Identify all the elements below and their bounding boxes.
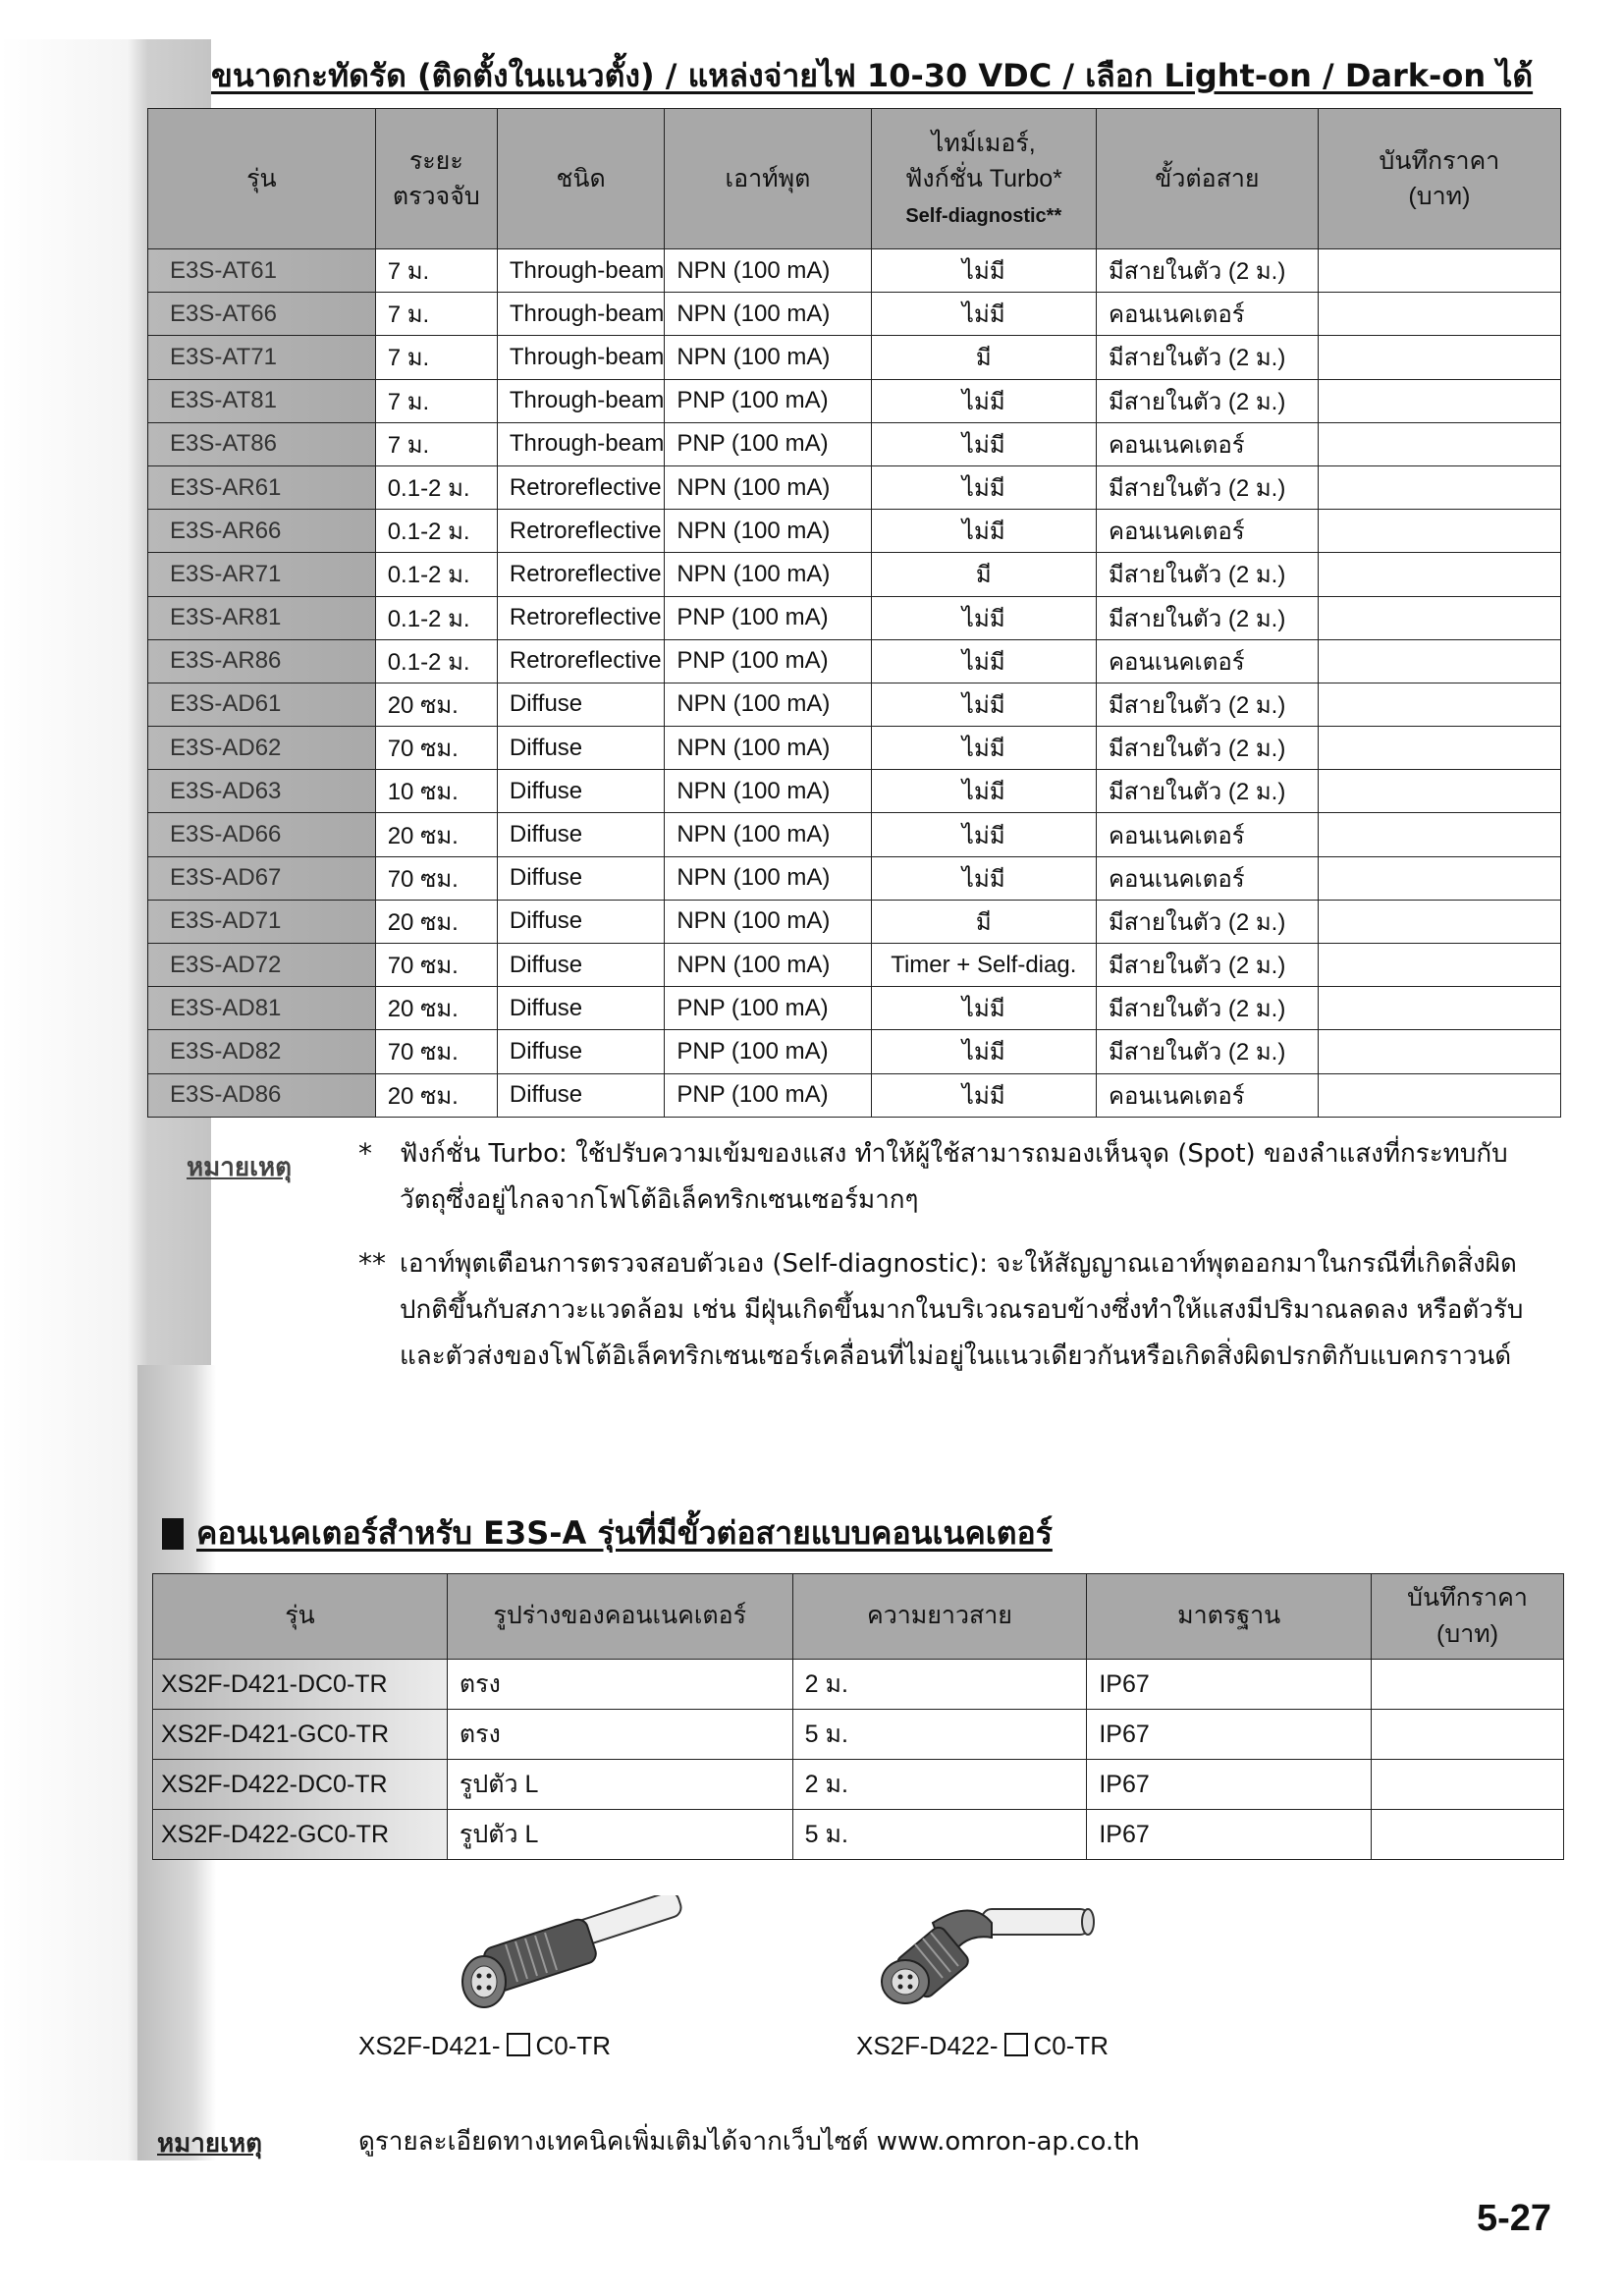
type-cell: Diffuse bbox=[497, 987, 664, 1030]
timer-cell: ไม่มี bbox=[871, 510, 1096, 553]
connection-cell: มีสายในตัว (2 ม.) bbox=[1096, 379, 1318, 422]
type-cell: Retroreflective bbox=[497, 510, 664, 553]
price-cell bbox=[1318, 1030, 1560, 1073]
price-cell bbox=[1318, 1073, 1560, 1117]
type-cell: Retroreflective bbox=[497, 596, 664, 639]
price-cell bbox=[1318, 249, 1560, 293]
table-row bbox=[153, 1810, 1564, 1860]
output-cell: PNP (100 mA) bbox=[665, 596, 871, 639]
timer-cell: Timer + Self-diag. bbox=[871, 944, 1096, 987]
col-connection: ขั้วต่อสาย bbox=[1096, 109, 1318, 249]
output-cell: NPN (100 mA) bbox=[665, 510, 871, 553]
checkbox-square-icon bbox=[1004, 2033, 1028, 2056]
table-row bbox=[148, 856, 1561, 900]
connection-cell: คอนเนคเตอร์ bbox=[1096, 813, 1318, 856]
timer-cell: ไม่มี bbox=[871, 1073, 1096, 1117]
table-row bbox=[148, 293, 1561, 336]
connection-cell: มีสายในตัว (2 ม.) bbox=[1096, 944, 1318, 987]
table-row bbox=[148, 900, 1561, 943]
table-row bbox=[148, 987, 1561, 1030]
timer-cell: ไม่มี bbox=[871, 770, 1096, 813]
type-cell: Through-beam bbox=[497, 379, 664, 422]
connection-cell: คอนเนคเตอร์ bbox=[1096, 639, 1318, 683]
price-cell bbox=[1318, 856, 1560, 900]
timer-cell: ไม่มี bbox=[871, 727, 1096, 770]
table-row bbox=[148, 379, 1561, 422]
col-range: ระยะ ตรวจจับ bbox=[375, 109, 497, 249]
table-row bbox=[148, 1073, 1561, 1117]
model-cell: E3S-AD66 bbox=[148, 813, 376, 856]
model-cell: XS2F-D422-DC0-TR bbox=[153, 1760, 448, 1810]
price-cell bbox=[1318, 683, 1560, 726]
output-cell: NPN (100 mA) bbox=[665, 856, 871, 900]
model-cell: XS2F-D422-GC0-TR bbox=[153, 1810, 448, 1860]
range-cell: 0.1-2 ม. bbox=[375, 553, 497, 596]
type-cell: Diffuse bbox=[497, 1030, 664, 1073]
table-row bbox=[148, 770, 1561, 813]
shape-cell: ตรง bbox=[447, 1660, 792, 1710]
shape-cell: รูปตัว L bbox=[447, 1810, 792, 1860]
caption-l-connector: XS2F-D422- C0-TR bbox=[856, 2031, 1110, 2060]
table-row bbox=[148, 813, 1561, 856]
output-cell: NPN (100 mA) bbox=[665, 770, 871, 813]
type-cell: Through-beam bbox=[497, 249, 664, 293]
range-cell: 70 ซม. bbox=[375, 944, 497, 987]
model-cell: E3S-AD72 bbox=[148, 944, 376, 987]
type-cell: Diffuse bbox=[497, 813, 664, 856]
connection-cell: มีสายในตัว (2 ม.) bbox=[1096, 596, 1318, 639]
range-cell: 7 ม. bbox=[375, 293, 497, 336]
table-row bbox=[148, 249, 1561, 293]
col-timer: ไทม์เมอร์, ฟังก์ชั่น Turbo* Self-diagnostic** bbox=[871, 109, 1096, 249]
type-cell: Diffuse bbox=[497, 727, 664, 770]
range-cell: 0.1-2 ม. bbox=[375, 465, 497, 509]
section-title-connectors: คอนเนคเตอร์สำหรับ E3S-A รุ่นที่มีขั้วต่อสายแบบคอนเนคเตอร์ bbox=[196, 1514, 1053, 1552]
length-cell: 2 ม. bbox=[792, 1660, 1087, 1710]
price-cell bbox=[1318, 727, 1560, 770]
footer-note-text: ดูรายละเอียดทางเทคนิคเพิ่มเติมได้จากเว็บไซต์ www.omron-ap.co.th bbox=[358, 2127, 1140, 2157]
type-cell: Diffuse bbox=[497, 944, 664, 987]
table-row bbox=[148, 1030, 1561, 1073]
output-cell: NPN (100 mA) bbox=[665, 900, 871, 943]
table-row bbox=[148, 944, 1561, 987]
price-cell bbox=[1318, 553, 1560, 596]
connector-table bbox=[152, 1573, 1564, 1860]
model-cell: E3S-AD67 bbox=[148, 856, 376, 900]
col-type: ชนิด bbox=[497, 109, 664, 249]
range-cell: 7 ม. bbox=[375, 336, 497, 379]
price-cell bbox=[1318, 900, 1560, 943]
range-cell: 20 ซม. bbox=[375, 683, 497, 726]
output-cell: PNP (100 mA) bbox=[665, 1030, 871, 1073]
timer-cell: ไม่มี bbox=[871, 856, 1096, 900]
straight-connector-image bbox=[447, 1895, 692, 2013]
connection-cell: มีสายในตัว (2 ม.) bbox=[1096, 727, 1318, 770]
timer-cell: ไม่มี bbox=[871, 293, 1096, 336]
sensor-table-header bbox=[148, 109, 1561, 249]
connection-cell: มีสายในตัว (2 ม.) bbox=[1096, 553, 1318, 596]
connection-cell: มีสายในตัว (2 ม.) bbox=[1096, 770, 1318, 813]
output-cell: NPN (100 mA) bbox=[665, 944, 871, 987]
timer-cell: ไม่มี bbox=[871, 379, 1096, 422]
table-row bbox=[148, 596, 1561, 639]
standard-cell: IP67 bbox=[1087, 1660, 1372, 1710]
table-row bbox=[148, 510, 1561, 553]
price-cell bbox=[1318, 465, 1560, 509]
table-row bbox=[153, 1660, 1564, 1710]
output-cell: PNP (100 mA) bbox=[665, 987, 871, 1030]
note-self-diagnostic: เอาท์พุตเตือนการตรวจสอบตัวเอง (Self-diagnostic): จะให้สัญญาณเอาท์พุตออกมาในกรณีที่เกิดสิ่งผิดปกติขึ้นกับสภาวะแวดล้อม เช่น มีฝุ่นเกิดขึ้นมากในบริเวณรอบข้างซึ่งทำให้แสงมีปริมาณลดลง หรือตัวรับและตัวส่งของโฟโต้อิเล็คทริกเซนเซอร์เคลื่อนที่ไม่อยู่ในแนวเดียวกันหรือเกิดสิ่งผิดปรกติกับแบคกราวนด์ bbox=[400, 1249, 1524, 1371]
table-row bbox=[153, 1710, 1564, 1760]
connection-cell: คอนเนคเตอร์ bbox=[1096, 856, 1318, 900]
timer-cell: มี bbox=[871, 553, 1096, 596]
table-row bbox=[148, 683, 1561, 726]
table-row bbox=[148, 639, 1561, 683]
output-cell: PNP (100 mA) bbox=[665, 379, 871, 422]
l-shaped-connector-image bbox=[864, 1884, 1100, 2011]
model-cell: E3S-AT86 bbox=[148, 422, 376, 465]
timer-cell: ไม่มี bbox=[871, 465, 1096, 509]
model-cell: E3S-AD62 bbox=[148, 727, 376, 770]
price-cell bbox=[1318, 379, 1560, 422]
type-cell: Diffuse bbox=[497, 856, 664, 900]
standard-cell: IP67 bbox=[1087, 1810, 1372, 1860]
range-cell: 70 ซม. bbox=[375, 1030, 497, 1073]
type-cell: Retroreflective bbox=[497, 553, 664, 596]
type-cell: Through-beam bbox=[497, 422, 664, 465]
timer-cell: ไม่มี bbox=[871, 683, 1096, 726]
output-cell: NPN (100 mA) bbox=[665, 336, 871, 379]
connection-cell: มีสายในตัว (2 ม.) bbox=[1096, 683, 1318, 726]
type-cell: Diffuse bbox=[497, 1073, 664, 1117]
price-cell bbox=[1372, 1710, 1564, 1760]
table-row bbox=[148, 727, 1561, 770]
range-cell: 70 ซม. bbox=[375, 727, 497, 770]
section-title-compact: ขนาดกะทัดรัด (ติดตั้งในแนวตั้ง) / แหล่งจ่ายไฟ 10-30 VDC / เลือก Light-on / Dark-on ได้ bbox=[211, 57, 1534, 94]
output-cell: NPN (100 mA) bbox=[665, 465, 871, 509]
range-cell: 7 ม. bbox=[375, 422, 497, 465]
model-cell: E3S-AR66 bbox=[148, 510, 376, 553]
timer-cell: ไม่มี bbox=[871, 1030, 1096, 1073]
table-row bbox=[153, 1760, 1564, 1810]
price-cell bbox=[1318, 944, 1560, 987]
timer-cell: มี bbox=[871, 900, 1096, 943]
model-cell: E3S-AT71 bbox=[148, 336, 376, 379]
sensor-table bbox=[147, 108, 1561, 1118]
col-model: รุ่น bbox=[148, 109, 376, 249]
section-bullet bbox=[162, 1518, 184, 1550]
output-cell: NPN (100 mA) bbox=[665, 553, 871, 596]
type-cell: Through-beam bbox=[497, 336, 664, 379]
type-cell: Diffuse bbox=[497, 770, 664, 813]
col-price: บันทึกราคา (บาท) bbox=[1372, 1574, 1564, 1660]
timer-cell: ไม่มี bbox=[871, 639, 1096, 683]
output-cell: NPN (100 mA) bbox=[665, 813, 871, 856]
notes-label: หมายเหตุ bbox=[187, 1153, 293, 1182]
range-cell: 0.1-2 ม. bbox=[375, 639, 497, 683]
connection-cell: คอนเนคเตอร์ bbox=[1096, 422, 1318, 465]
model-cell: E3S-AR71 bbox=[148, 553, 376, 596]
model-cell: E3S-AD81 bbox=[148, 987, 376, 1030]
checkbox-square-icon bbox=[507, 2033, 530, 2056]
range-cell: 10 ซม. bbox=[375, 770, 497, 813]
price-cell bbox=[1318, 987, 1560, 1030]
type-cell: Retroreflective bbox=[497, 639, 664, 683]
connection-cell: คอนเนคเตอร์ bbox=[1096, 510, 1318, 553]
table-row bbox=[148, 422, 1561, 465]
shape-cell: ตรง bbox=[447, 1710, 792, 1760]
timer-cell: ไม่มี bbox=[871, 813, 1096, 856]
timer-cell: ไม่มี bbox=[871, 422, 1096, 465]
connection-cell: มีสายในตัว (2 ม.) bbox=[1096, 336, 1318, 379]
output-cell: NPN (100 mA) bbox=[665, 727, 871, 770]
model-cell: E3S-AT81 bbox=[148, 379, 376, 422]
table-row bbox=[148, 465, 1561, 509]
range-cell: 20 ซม. bbox=[375, 1073, 497, 1117]
model-cell: XS2F-D421-DC0-TR bbox=[153, 1660, 448, 1710]
col-output: เอาท์พุต bbox=[665, 109, 871, 249]
model-cell: E3S-AR86 bbox=[148, 639, 376, 683]
standard-cell: IP67 bbox=[1087, 1710, 1372, 1760]
caption-straight-connector: XS2F-D421- C0-TR bbox=[358, 2031, 612, 2060]
output-cell: PNP (100 mA) bbox=[665, 1073, 871, 1117]
note-mark-1: * bbox=[358, 1137, 372, 1170]
output-cell: PNP (100 mA) bbox=[665, 639, 871, 683]
timer-cell: ไม่มี bbox=[871, 596, 1096, 639]
connection-cell: มีสายในตัว (2 ม.) bbox=[1096, 465, 1318, 509]
timer-cell: ไม่มี bbox=[871, 249, 1096, 293]
model-cell: E3S-AD61 bbox=[148, 683, 376, 726]
model-cell: E3S-AD82 bbox=[148, 1030, 376, 1073]
model-cell: XS2F-D421-GC0-TR bbox=[153, 1710, 448, 1760]
output-cell: NPN (100 mA) bbox=[665, 249, 871, 293]
price-cell bbox=[1318, 336, 1560, 379]
length-cell: 2 ม. bbox=[792, 1760, 1087, 1810]
length-cell: 5 ม. bbox=[792, 1710, 1087, 1760]
price-cell bbox=[1372, 1760, 1564, 1810]
type-cell: Retroreflective bbox=[497, 465, 664, 509]
price-cell bbox=[1372, 1810, 1564, 1860]
shape-cell: รูปตัว L bbox=[447, 1760, 792, 1810]
timer-cell: ไม่มี bbox=[871, 987, 1096, 1030]
model-cell: E3S-AD63 bbox=[148, 770, 376, 813]
note-mark-2: ** bbox=[358, 1247, 386, 1280]
connection-cell: มีสายในตัว (2 ม.) bbox=[1096, 987, 1318, 1030]
note-turbo: ฟังก์ชั่น Turbo: ใช้ปรับความเข้มของแสง ทำให้ผู้ใช้สามารถมองเห็นจุด (Spot) ของลำแสงที่กระทบกับวัตถุซึ่งอยู่ไกลจากโฟโต้อิเล็คทริกเซนเซอร์มากๆ bbox=[400, 1139, 1508, 1215]
type-cell: Diffuse bbox=[497, 683, 664, 726]
price-cell bbox=[1318, 639, 1560, 683]
timer-cell: มี bbox=[871, 336, 1096, 379]
price-cell bbox=[1318, 770, 1560, 813]
model-cell: E3S-AR61 bbox=[148, 465, 376, 509]
table-row bbox=[148, 553, 1561, 596]
range-cell: 20 ซม. bbox=[375, 900, 497, 943]
range-cell: 7 ม. bbox=[375, 249, 497, 293]
model-cell: E3S-AD71 bbox=[148, 900, 376, 943]
col-price: บันทึกราคา (บาท) bbox=[1318, 109, 1560, 249]
connection-cell: คอนเนคเตอร์ bbox=[1096, 1073, 1318, 1117]
range-cell: 0.1-2 ม. bbox=[375, 596, 497, 639]
col-standard: มาตรฐาน bbox=[1087, 1574, 1372, 1660]
price-cell bbox=[1318, 293, 1560, 336]
price-cell bbox=[1372, 1660, 1564, 1710]
type-cell: Diffuse bbox=[497, 900, 664, 943]
output-cell: NPN (100 mA) bbox=[665, 683, 871, 726]
connection-cell: มีสายในตัว (2 ม.) bbox=[1096, 1030, 1318, 1073]
range-cell: 7 ม. bbox=[375, 379, 497, 422]
connector-table-header bbox=[153, 1574, 1564, 1660]
price-cell bbox=[1318, 510, 1560, 553]
price-cell bbox=[1318, 813, 1560, 856]
output-cell: NPN (100 mA) bbox=[665, 293, 871, 336]
range-cell: 20 ซม. bbox=[375, 987, 497, 1030]
standard-cell: IP67 bbox=[1087, 1760, 1372, 1810]
length-cell: 5 ม. bbox=[792, 1810, 1087, 1860]
connection-cell: มีสายในตัว (2 ม.) bbox=[1096, 900, 1318, 943]
model-cell: E3S-AD86 bbox=[148, 1073, 376, 1117]
model-cell: E3S-AT61 bbox=[148, 249, 376, 293]
range-cell: 20 ซม. bbox=[375, 813, 497, 856]
footer-note-label: หมายเหตุ bbox=[157, 2129, 263, 2159]
connection-cell: คอนเนคเตอร์ bbox=[1096, 293, 1318, 336]
type-cell: Through-beam bbox=[497, 293, 664, 336]
table-row bbox=[148, 336, 1561, 379]
model-cell: E3S-AR81 bbox=[148, 596, 376, 639]
price-cell bbox=[1318, 422, 1560, 465]
price-cell bbox=[1318, 596, 1560, 639]
model-cell: E3S-AT66 bbox=[148, 293, 376, 336]
page-number: 5-27 bbox=[1477, 2198, 1552, 2239]
range-cell: 0.1-2 ม. bbox=[375, 510, 497, 553]
col-model: รุ่น bbox=[153, 1574, 448, 1660]
col-length: ความยาวสาย bbox=[792, 1574, 1087, 1660]
output-cell: PNP (100 mA) bbox=[665, 422, 871, 465]
range-cell: 70 ซม. bbox=[375, 856, 497, 900]
connection-cell: มีสายในตัว (2 ม.) bbox=[1096, 249, 1318, 293]
col-shape: รูปร่างของคอนเนคเตอร์ bbox=[447, 1574, 792, 1660]
